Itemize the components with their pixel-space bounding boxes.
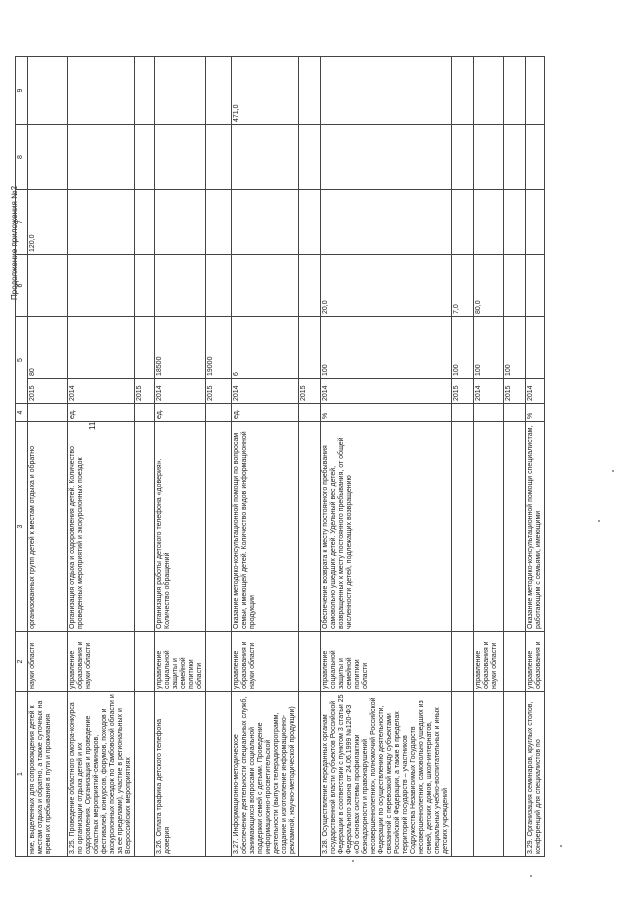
year-cell: 2014 [155,379,206,404]
continuation-title: Продолжение приложения №2 [10,185,19,300]
value-7-cell: 120,0 [28,190,68,255]
value-8-cell [504,125,526,190]
program-table [15,56,545,857]
unit-cell [474,404,504,422]
indicator-cell: Организация отдыха и оздоровления детей. Количество проведенных мероприятий и экскурсионных поездок [68,422,135,632]
value-8-cell [68,125,135,190]
header-col-3: 3 [16,422,28,632]
indicator-cell: организованных групп детей к местам отдыха и обратно [28,422,68,632]
value-9-cell [504,57,526,125]
header-col-1: 1 [16,692,28,857]
value-6-cell [28,255,68,317]
value-6-cell [526,255,545,317]
value-6-cell [135,255,155,317]
value-7-cell [68,190,135,255]
value-7-cell [135,190,155,255]
value-9-cell [135,57,155,125]
indicator-cell [299,422,321,632]
year-cell: 2015 [452,379,474,404]
indicator-cell [452,422,474,632]
activity-cell: 3.29. Организация семинаров, круглых столов, конференций для специалистов по [526,692,545,857]
value-7-cell [206,190,232,255]
table-row [68,57,135,857]
value-8-cell [28,125,68,190]
unit-cell: ед. [232,404,299,422]
unit-cell [452,404,474,422]
activity-cell [299,692,321,857]
value-8-cell [474,125,504,190]
indicator-cell: Оказание методико-консультационной помощи специалистам, работающим с семьями, имеющими [526,422,545,632]
header-col-6: 6 [16,255,28,317]
unit-cell: % [526,404,545,422]
value-9-cell [526,57,545,125]
value-9-cell [452,57,474,125]
rotated-table-wrapper [15,57,563,857]
header-col-4: 4 [16,404,28,422]
value-7-cell [155,190,206,255]
scan-speck [352,860,354,862]
executor-cell [135,632,155,692]
year-cell: 2015 [299,379,321,404]
activity-cell [474,692,504,857]
header-col-9: 9 [16,57,28,125]
value-6-cell [232,255,299,317]
unit-cell [504,404,526,422]
value-5-cell: 100 [504,317,526,379]
value-5-cell [526,317,545,379]
year-cell: 2014 [474,379,504,404]
table-row [135,57,155,857]
value-7-cell [232,190,299,255]
header-col-7: 7 [16,190,28,255]
unit-cell [28,404,68,422]
value-7-cell [504,190,526,255]
value-6-cell [299,255,321,317]
value-7-cell [321,190,452,255]
table-row [504,57,526,857]
value-5-cell: 18500 [155,317,206,379]
executor-cell: управление образования и науки области [232,632,299,692]
value-5-cell: 100 [452,317,474,379]
year-cell: 2015 [135,379,155,404]
header-col-2: 2 [16,632,28,692]
indicator-cell: Оказание методико-консультационной помощи по вопросам семьи, имеющей детей. Количество видов информационной продукции [232,422,299,632]
table-row [321,57,452,857]
unit-cell [206,404,232,422]
year-cell: 2015 [504,379,526,404]
table-row [28,57,68,857]
table-row [526,57,545,857]
value-7-cell [526,190,545,255]
activity-cell: ние, выделенных для сопровождения детей к местам отдыха и обратно, а также суточных на время их пребывания в пути и проживания [28,692,68,857]
table-row [299,57,321,857]
executor-cell: науки области [28,632,68,692]
value-9-cell [206,57,232,125]
value-6-cell [206,255,232,317]
value-8-cell [155,125,206,190]
activity-cell: 3.25. Проведение областного смотра-конкурса по организации отдыха детей и их оздоровления. Организация и проведение областных мероприятий-семинаров, фестивалей, конкурсов, форумов, походов и экскурсионных поездок по Тамбовской области и за ее пределами), участие в региональных и Всероссийских мероприятиях [68,692,135,857]
value-5-cell [135,317,155,379]
table-row [452,57,474,857]
executor-cell [206,632,232,692]
scan-speck [612,470,614,472]
indicator-cell: Организация работы детского телефона «доверия». Количество обращений [155,422,206,632]
table-row [474,57,504,857]
indicator-cell [504,422,526,632]
unit-cell [299,404,321,422]
value-6-cell [68,255,135,317]
value-6-cell [155,255,206,317]
value-5-cell [299,317,321,379]
indicator-cell [206,422,232,632]
value-6-cell: 7,0 [452,255,474,317]
value-8-cell [452,125,474,190]
activity-cell [206,692,232,857]
header-row [16,57,28,857]
activity-cell: 3.28. Осуществление переданных органам государственной власти субъектов Российской Федерации в соответствии с пунктом 3 статьи 25 Федерального закона от 24.06.1999 №120-ФЗ «Об основах системы профилактики безнадзорности и правонарушений несовершеннолетних», полномочий Российской Федерации по осуществлению деятельности, связанной с перевозкой между субъектами Российской Федерации, а также в пределах территорий государств – участников Содружества Независимых Государств несовершеннолетних, самовольно ушедших из семей, детских домов, школ-интернатов, специальных учебно-воспитательных и иных детских учреждений [321,692,452,857]
value-6-cell: 80,0 [474,255,504,317]
executor-cell: управление образования и науки области [474,632,504,692]
year-cell: 2014 [232,379,299,404]
value-5-cell: 6 [232,317,299,379]
value-9-cell: 471,0 [232,57,299,125]
executor-cell [452,632,474,692]
executor-cell: управление социальной защиты и семейной политики области [321,632,452,692]
value-5-cell: 19000 [206,317,232,379]
activity-cell [452,692,474,857]
indicator-cell [135,422,155,632]
value-7-cell [452,190,474,255]
activity-cell: 3.26. Оплата трафика детского телефона доверия [155,692,206,857]
scan-speck [560,845,562,847]
executor-cell: управление образования и [526,632,545,692]
activity-cell [504,692,526,857]
unit-cell: % [321,404,452,422]
table-row [155,57,206,857]
year-cell: 2015 [206,379,232,404]
value-9-cell [474,57,504,125]
activity-cell [135,692,155,857]
scan-speck [598,520,600,522]
table-row [206,57,232,857]
value-5-cell [68,317,135,379]
executor-cell: управление образования и науки области [68,632,135,692]
executor-cell [299,632,321,692]
unit-cell [135,404,155,422]
value-7-cell [474,190,504,255]
value-8-cell [232,125,299,190]
activity-cell: 3.27. Информационно-методическое обеспечение деятельности специальных служб, занимающихся вопросами социальной поддержки семей с детьми. Проведение информационно-просветительской деятельности (выпуск телерадиопрограмм, создание и изготовление информационно-рекламной, научно-методической продукции) [232,692,299,857]
year-cell: 2014 [321,379,452,404]
unit-cell: ед. [68,404,135,422]
table-row [232,57,299,857]
value-8-cell [206,125,232,190]
scan-speck [530,875,532,877]
executor-cell: управление социальной защиты и семейной политики области [155,632,206,692]
page-number: 11 [88,421,97,430]
indicator-cell: Обеспечение возврата к месту постоянного пребывания самовольно ушедших детей. Удельный вес детей, возвращенных к месту постоянного пребывания, от общей численности детей, подлежащих возвращению [321,422,452,632]
value-8-cell [135,125,155,190]
header-col-8: 8 [16,125,28,190]
value-9-cell [155,57,206,125]
value-5-cell: 100 [321,317,452,379]
value-9-cell [321,57,452,125]
value-8-cell [299,125,321,190]
value-9-cell [299,57,321,125]
header-col-5: 5 [16,317,28,404]
year-cell: 2015 [28,379,68,404]
value-7-cell [299,190,321,255]
value-5-cell: 80 [28,317,68,379]
value-6-cell: 20,0 [321,255,452,317]
year-cell: 2014 [526,379,545,404]
executor-cell [504,632,526,692]
value-8-cell [526,125,545,190]
value-6-cell [504,255,526,317]
value-8-cell [321,125,452,190]
value-5-cell: 100 [474,317,504,379]
value-9-cell [28,57,68,125]
indicator-cell [474,422,504,632]
year-cell: 2014 [68,379,135,404]
value-9-cell [68,57,135,125]
unit-cell: ед. [155,404,206,422]
